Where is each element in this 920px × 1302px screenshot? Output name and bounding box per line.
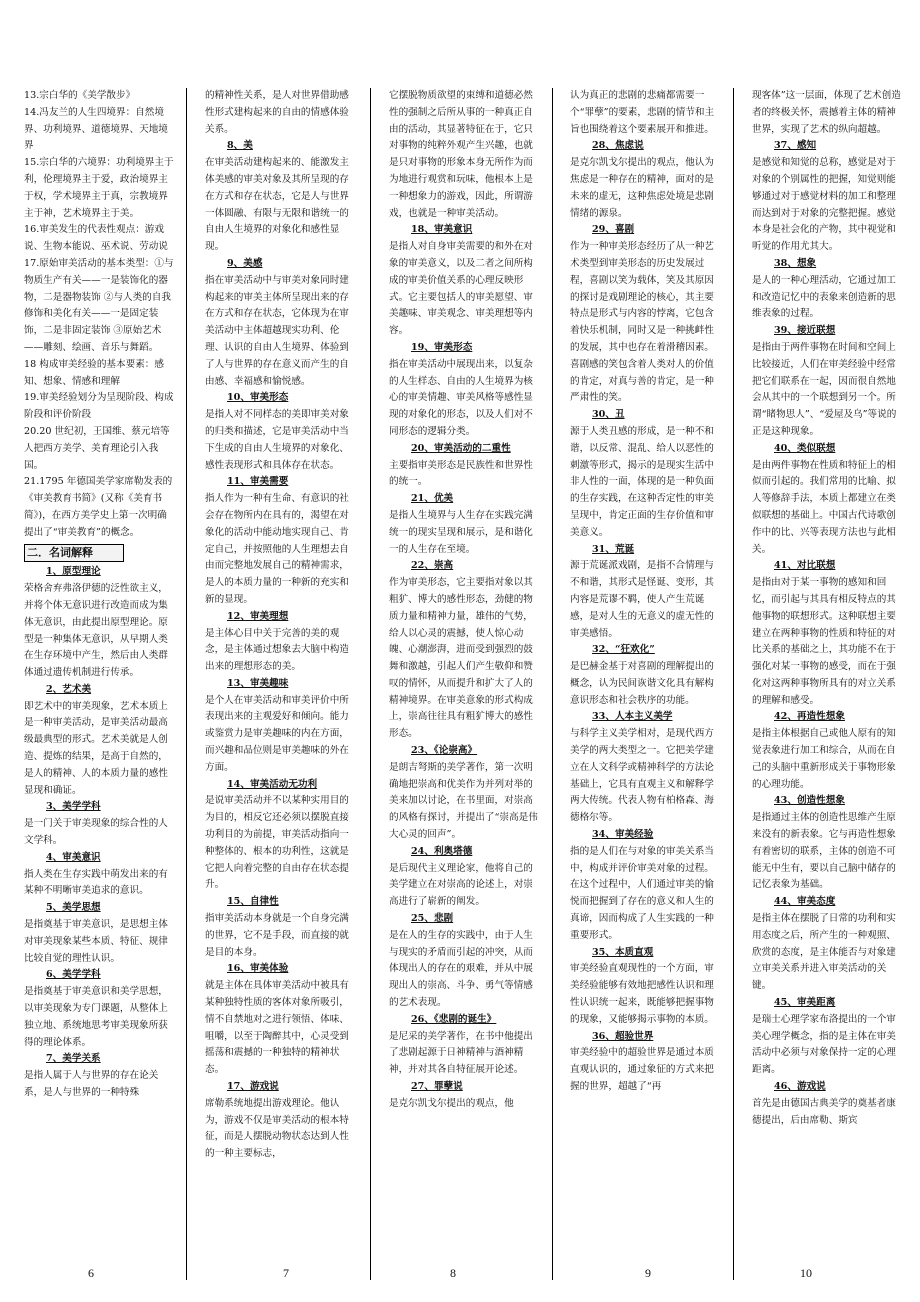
paragraph: 是一门关于审美现象的综合性的人文学科。 xyxy=(24,818,168,847)
term-heading: 24、利奥塔德 xyxy=(411,845,473,857)
paragraph: 的精神性关系，是人对世界借助感性形式建构起来的自由的情感体验关系。 xyxy=(205,90,349,135)
term-heading: 38、想象 xyxy=(774,257,817,269)
term-heading: 45、审美距离 xyxy=(774,997,836,1009)
term-heading: 31、荒诞 xyxy=(592,543,635,555)
paragraph: 是指奠基于审美意识，是思想主体对审美现象某些本质、特征、规律比较自觉的理性认识。 xyxy=(24,919,168,964)
column-divider xyxy=(186,88,187,1280)
term-heading: 12、审美理想 xyxy=(227,610,289,622)
term-heading: 10、审美形态 xyxy=(227,392,289,404)
paragraph: 指在审美活动中展现出来，以复杂的人生样态、自由的人生境界为核心的审美情趣、审美风格等感性显现的对象化的形态，以及人们对不同形态的逻辑分类。 xyxy=(389,358,533,437)
paragraph: 作为审美形态，它主要指对象以其粗犷、博大的感性形态，劲健的物质力量和精神力量，雄伟的气势，给人以心灵的震撼，使人惊心动魄、心潮澎湃，进而受到强烈的鼓舞和激越，引起人们产生敬仰和赞叹的情怀，从而提升和扩大了人的精神境界。在审美意象的形式构成上，崇高往往具有粗犷博大的感性形态。 xyxy=(389,577,533,740)
paragraph: 现客体”这一层面，体现了艺术创造者的终极关怀，震撼着主体的精神世界，实现了艺术的纵向超越。 xyxy=(752,90,901,135)
paragraph: 是指人对自身审美需要的和外在对象的审美意义，以及二者之间所构成的审美价值关系的心理反映形式。它主要包括人的审美愿望、审美趣味、审美观念、审美理想等内容。 xyxy=(389,241,533,337)
paragraph: 20.20 世纪初，王国维、蔡元培等人把西方美学、美育理论引入我国。 xyxy=(24,425,170,471)
paragraph: 是指通过主体的创造性思维产生原来没有的新表象。它与再造性想象有着密切的联系，主体的创造不可能无中生有，要以自己脑中储存的记忆表象为基础。 xyxy=(752,812,896,891)
paragraph: 作为一种审美形态经历了从一种艺术类型到审美形态的历史发展过程，喜剧以笑为载体，笑及其原因的探讨是戏剧理论的核心，其主要特点是形式与内容的悖离，它包含着快乐机制，同时又是一种挑衅性的发展，其中也存在着滑稽因素。喜剧感的笑包含着人类对人的价值的肯定，对真与善的肯定，是一种严肃性的笑。 xyxy=(570,241,714,404)
paragraph: 16.审美发生的代表性观点：游戏说、生物本能说、巫术说、劳动说 xyxy=(24,224,168,253)
paragraph: 是指奠基于审美意识和美学思想，以审美现象为专门课题，从整体上独立地、系统地思考审美现象所获得的理论体系。 xyxy=(24,986,168,1048)
paragraph: 审美经验中的超验世界是通过本质直观认识的，通过象征的方式来把握的世界，超越了“再 xyxy=(570,1047,714,1093)
paragraph: 与科学主义美学相对，是现代西方美学的两大类型之一。它把美学建立在人文科学或精神科学的方法论基础上，它具有直观主义和解释学两大传统。代表人物有柏格森、海德格尔等。 xyxy=(570,728,714,824)
term-heading: 37、感知 xyxy=(774,140,817,152)
paragraph: 是指人对不同样态的美即审美对象的归类和描述，它是审美活动中当下生成的自由人生境界的对象化、感性表现形式和具体存在状态。 xyxy=(205,409,349,471)
paragraph: 指的是人们在与对象的审美关系当中，构成并评价审美对象的过程。在这个过程中，人们通过审美的愉悦而把握到了存在的意义和人生的真谛，因而构成了人生实践的一种重要形式。 xyxy=(570,845,714,941)
paragraph: 即艺术中的审美现象，艺术本质上是一种审美活动，是审美活动最高级最典型的形式。艺术美就是人创造、提炼的结果，是高于自然的，是人的精神、人的本质力量的感性显现和确证。 xyxy=(24,700,168,796)
term-heading: 34、审美经验 xyxy=(592,829,654,841)
section-heading: 二．名词解释 xyxy=(24,544,124,563)
column-divider xyxy=(733,88,734,1280)
paragraph: 源于荒诞派戏剧，是指不合情理与不和谐，其形式是怪诞、变形，其内容是荒谬不羁，使人产生荒诞感，是对人生的无意义的虚无性的审美感悟。 xyxy=(570,560,714,639)
term-heading: 11、审美需要 xyxy=(227,476,289,488)
page-number: 9 xyxy=(645,1266,651,1280)
term-heading: 43、创造性想象 xyxy=(774,795,845,807)
paragraph: 是指主体根据自己或他人原有的知觉表象进行加工和综合，从而在自己的头脑中重新形成关于事物形象的心理功能。 xyxy=(752,728,896,790)
term-heading: 20、审美活动的二重性 xyxy=(411,442,511,454)
term-heading: 1、原型理论 xyxy=(46,566,101,578)
term-heading: 15、自律性 xyxy=(227,896,279,908)
paragraph: 指在审美活动中与审美对象同时建构起来的审美主体所呈现出来的存在方式和存在状态，它体现为在审美活动中主体超越现实功利、伦理、认识的自由人生境界、体验到了人与世界的存在意义而产生的自由感、幸福感和愉悦感。 xyxy=(205,274,349,387)
paragraph: 是感觉和知觉的总称，感觉是对于对象的个别属性的把握，知觉则能够通过对于感觉材料的加工和整理而达到对于对象的完整把握。感觉本身是社会化的产物，其中视觉和听觉的作用尤其大。 xyxy=(752,157,896,253)
term-heading: 18、审美意识 xyxy=(411,224,473,236)
paragraph: 18 构成审美经验的基本要素：感知、想象、情感和理解 xyxy=(24,358,164,387)
term-heading: 4、审美意识 xyxy=(46,851,101,863)
paragraph: 是人的一种心理活动，它通过加工和改造记忆中的表象来创造新的思维表象的过程。 xyxy=(752,274,896,320)
paragraph: 是说审美活动并不以某种实用目的为目的，相反它还必须以摆脱直接功利目的为前提，审美活动指向一种整体的、根本的功利性，这就是它把人向着完整的自由存在状态提升。 xyxy=(205,795,349,891)
paragraph: 是主体心目中关于完善的美的观念，是主体通过想象去大脑中构造出来的理想形态的美。 xyxy=(205,627,349,673)
paragraph: 21.1795 年德国美学家席勒发表的《审美教育书简》(又称《美育书简》)，在西方美学史上第一次明确提出了“审美教育”的概念。 xyxy=(24,476,173,538)
term-heading: 46、游戏说 xyxy=(774,1081,826,1093)
term-heading: 33、人本主义美学 xyxy=(592,711,673,723)
paragraph: 认为真正的悲剧的悲痛都需要一个“罪孽”的要素，悲剧的情节和主旨也围绕着这个要素展开和推进。 xyxy=(570,90,715,135)
paragraph: 是在人的生存的实践中，由于人生与现实的矛盾而引起的冲突，从而体现出人的存在的艰难，并从中展现出人的崇高、斗争、勇气等情感的艺术表现。 xyxy=(389,929,533,1009)
term-heading: 2、艺术美 xyxy=(46,683,92,695)
term-heading: 7、美学关系 xyxy=(46,1053,101,1065)
term-heading: 25、悲剧 xyxy=(411,913,454,925)
column-1 xyxy=(24,88,174,1278)
term-heading: 8、美 xyxy=(227,140,253,152)
column-4 xyxy=(570,88,720,1278)
paragraph: 席勒系统地提出游戏理论。他认为，游戏不仅是审美活动的根本特征，而是人摆脱动物状态达到人性的一种主要标志， xyxy=(205,1097,349,1160)
paragraph: 是克尔凯戈尔提出的观点，他认为焦虑是一种存在的精神，面对的是未来的虚无，这种焦虑处境是悲剧情绪的源泉。 xyxy=(570,157,714,219)
paragraph: 是指主体在摆脱了日常的功利和实用态度之后，所产生的一种观照、欣赏的态度，是主体能否与对象建立审美关系并进入审美活动的关键。 xyxy=(752,913,896,992)
term-heading: 32、“狂欢化” xyxy=(592,644,655,656)
page-number: 7 xyxy=(283,1266,289,1280)
paragraph: 是指人属于人与世界的存在论关系，是人与世界的一种特殊 xyxy=(24,1070,159,1099)
term-heading: 35、本质直观 xyxy=(592,946,654,958)
term-heading: 17、游戏说 xyxy=(227,1081,279,1093)
term-heading: 22、崇高 xyxy=(411,560,454,572)
paragraph: 是巴赫金基于对喜剧的理解提出的概念，认为民间诙谐文化具有解构意识形态和社会秩序的功能。 xyxy=(570,661,714,706)
term-heading: 39、接近联想 xyxy=(774,325,836,337)
paragraph: 是尼采的美学著作，在书中他提出了悲剧起源于日神精神与酒神精神，并对其各自特征展开论述。 xyxy=(389,1030,533,1076)
page-number: 8 xyxy=(450,1266,456,1280)
term-heading: 29、喜剧 xyxy=(592,224,635,236)
paragraph: 是指由对于某一事物的感知和回忆，而引起与其具有相反特点的其他事物的联想形式。这种联想主要建立在两种事物的性质和特征的对比关系的基础之上，其功能不在于强化对某一事物的感受，而在于强化对这两种事物所具有的对立关系的理解和感受。 xyxy=(752,577,896,706)
paragraph: 是朗吉弩斯的美学著作，第一次明确地把崇高和优美作为并列对举的美来加以讨论，在书里面，对崇高的风格有探讨，并提出了“崇高是伟大心灵的回声”。 xyxy=(389,761,538,841)
paragraph: 它摆脱物质欲望的束缚和道德必然性的强制之后所从事的一种真正自由的活动，其显著特征在于，它只对事物的纯粹外观产生兴趣，也就是只对事物的形象本身无所作为而为地进行观赏和玩味，他根本上是一种想象力的游戏，因此，所谓游戏，也就是一种审美活动。 xyxy=(389,90,533,219)
paragraph: 是指由于两件事物在时间和空间上比较接近，人们在审美经验中经常把它们联系在一起，因而很自然地会从其中的一个联想到另一个。所谓“睹物思人”、“爱屋及乌”等说的正是这种现象。 xyxy=(752,341,897,437)
term-heading: 9、美感 xyxy=(227,257,263,269)
column-divider xyxy=(370,88,371,1280)
paragraph: 是个人在审美活动和审美评价中所表现出来的主观爱好和倾向。能力或鉴赏力是审美趣味的内在方面，而兴趣和品位则是审美趣味的外在方面。 xyxy=(205,694,349,773)
column-divider xyxy=(552,88,553,1280)
paragraph: 指人类在生存实践中萌发出来的有某种不明晰审美追求的意识。 xyxy=(24,868,168,897)
paragraph: 是瑞士心理学家布洛提出的一个审美心理学概念，指的是主体在审美活动中必须与对象保持一定的心理距离。 xyxy=(752,1013,896,1076)
paragraph: 源于人类丑感的形成，是一种不和谐，以反常、混乱、给人以恶性的刺激等形式，揭示的是现实生活中非人性的一面，体现的是一种负面的生存实践，在这种否定性的审美呈现中，肯定正面的生存价值和审美意义。 xyxy=(570,425,714,538)
term-heading: 23、《论崇高》 xyxy=(411,745,478,757)
column-2 xyxy=(205,88,355,1278)
term-heading: 19、审美形态 xyxy=(411,341,473,353)
term-heading: 5、美学思想 xyxy=(46,902,101,914)
page-number: 6 xyxy=(88,1266,94,1280)
paragraph: 15.宗白华的六境界：功利境界主于利，伦理境界主于爱，政治境界主于权，学术境界主于真，宗教境界主于神，艺术境界主于美。 xyxy=(24,157,174,219)
paragraph: 是克尔凯戈尔提出的观点，他 xyxy=(389,1097,514,1109)
term-heading: 44、审美态度 xyxy=(774,896,836,908)
paragraph: 是指人生境界与人生存在实践完满统一的现实呈现和展示，是和谐化一的人生存在至境。 xyxy=(389,509,533,555)
paragraph: 17.原始审美活动的基本类型：①与物质生产有关——一是装饰化的器物，二是器物装饰 ②与人类的自我修饰和美化有关——一是固定装饰，二是非固定装饰 ③原始艺术——雕刻、绘画、音乐与舞蹈。 xyxy=(24,257,174,353)
term-heading: 21、优美 xyxy=(411,493,454,505)
paragraph: 是后现代主义理论家，他将自己的美学建立在对崇高的论述上，对崇高进行了崭新的阐发。 xyxy=(389,862,533,908)
paragraph: 19.审美经验划分为呈现阶段、构成阶段和评价阶段 xyxy=(24,392,174,421)
term-heading: 41、对比联想 xyxy=(774,560,836,572)
paragraph: 在审美活动建构起来的、能激发主体美感的审美对象及其所呈现的存在方式和存在状态，它是人与世界一体圆融、有限与无限和谐统一的自由人生境界的对象化和感性显现。 xyxy=(205,157,349,253)
term-heading: 3、美学学科 xyxy=(46,801,101,813)
paragraph: 就是主体在具体审美活动中被具有某种独特性质的客体对象所吸引，情不自禁地对之进行领悟、体味、咀嚼，以至于陶醉其中，心灵受到摇荡和震撼的一种独特的精神状态。 xyxy=(205,980,349,1076)
term-heading: 36、超验世界 xyxy=(592,1030,654,1042)
paragraph: 主要指审美形态是民族性和世界性的统一。 xyxy=(389,459,533,488)
paragraph: 是由两件事物在性质和特征上的相似而引起的。我们常用的比喻、拟人等修辞手法，本质上都建立在类似联想的基础上。中国古代诗歌创作中的比、兴等表现方法也与此相关。 xyxy=(752,459,896,555)
paragraph: 荣格舍弃弗洛伊德的泛性欲主义，并将个体无意识进行改造而成为集体无意识，由此提出原型理论。原型是一种集体无意识，从早期人类在生存环境中产生，然后由人类群体通过遗传机制进行传承。 xyxy=(24,583,168,679)
paragraph: 审美经验直观现性的一个方面，审美经验能够有效地把感性认识和理性认识统一起来，既能够把握事物的现象，又能够揭示事物的本质。 xyxy=(570,963,714,1025)
term-heading: 42、再造性想象 xyxy=(774,711,845,723)
term-heading: 40、类似联想 xyxy=(774,442,836,454)
paragraph: 14.冯友兰的人生四境界：自然境界、功利境界、道德境界、天地境界 xyxy=(24,106,168,152)
term-heading: 16、审美体验 xyxy=(227,963,289,975)
column-5 xyxy=(752,88,902,1278)
paragraph: 首先是由德国古典美学的奠基者康德提出，后由席勒、斯宾 xyxy=(752,1097,896,1126)
term-heading: 6、美学学科 xyxy=(46,969,101,981)
column-3 xyxy=(389,88,539,1278)
paragraph: 指人作为一种有生命、有意识的社会存在物所内在具有的，渴望在对象化的活动中能动地实现自己、肯定自己，并按照他的人生理想去自由而完整地发展自己的精神需求，是人的本质力量的一种新的充实和新的显现。 xyxy=(205,493,349,605)
term-heading: 13、审美趣味 xyxy=(227,677,289,689)
term-heading: 28、焦虑说 xyxy=(592,140,644,152)
page-number: 10 xyxy=(800,1266,812,1280)
term-heading: 14、审美活动无功利 xyxy=(227,778,318,790)
term-heading: 26、《悲剧的诞生》 xyxy=(411,1013,497,1025)
paragraph: 13.宗白华的《美学散步》 xyxy=(24,90,136,101)
term-heading: 27、罪孽说 xyxy=(411,1081,463,1093)
paragraph: 指审美活动本身就是一个自身完满的世界，它不是手段，而直接的就是目的本身。 xyxy=(205,913,349,958)
term-heading: 30、丑 xyxy=(592,409,625,421)
